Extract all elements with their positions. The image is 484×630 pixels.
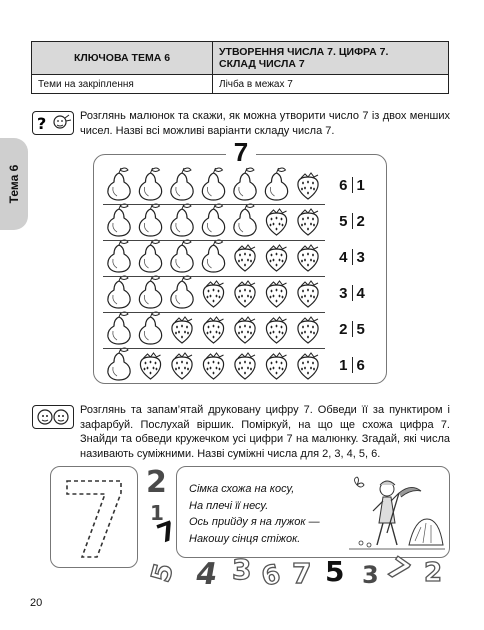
composition-part-b: 6 (356, 356, 365, 374)
topic-label: КЛЮЧОВА ТЕМА 6 (32, 42, 213, 75)
scattered-digit[interactable]: 5 (325, 555, 345, 588)
pear-icon (202, 204, 224, 236)
strawberry-icon (203, 317, 223, 343)
trace-seven-box[interactable] (50, 466, 138, 568)
svg-text:?: ? (37, 114, 47, 133)
composition-part-a: 2 (339, 320, 348, 338)
scattered-digit[interactable]: 6 (258, 559, 284, 593)
composition-divider (352, 177, 353, 193)
poem-box (176, 466, 450, 558)
composition-pair (330, 175, 374, 195)
composition-pair (330, 211, 374, 231)
strawberry-icon (172, 317, 192, 343)
look-remember-icon (32, 405, 74, 429)
composition-part-b: 5 (356, 320, 365, 338)
task2-text: Розглянь та запам’ятай друковану цифру 7. Обведи її за пунктиром і зафарбуй. Послухай віршик. Поміркуй, на що ще схожа цифра 7. Знайди та обведи кружечком усі цифри 7 на малюнку. Згадай, які числа називають суміжними. Назві суміжні числа для 2, 3, 4, 5, 6. (80, 404, 450, 460)
pear-icon (171, 240, 193, 272)
pear-icon (108, 276, 130, 308)
strawberry-icon (266, 245, 286, 271)
topic-title-line2: СКЛАД ЧИСЛА 7 (219, 58, 305, 70)
strawberry-icon (235, 353, 255, 379)
strawberry-icon (140, 353, 160, 379)
strawberry-icon (172, 353, 192, 379)
composition-divider (352, 321, 353, 337)
composition-part-a: 3 (339, 284, 348, 302)
pear-icon (108, 240, 130, 272)
composition-part-b: 2 (356, 212, 365, 230)
poem-line: На плечі її несу. (189, 499, 269, 512)
strawberry-icon (266, 353, 286, 379)
composition-divider (352, 213, 353, 229)
scattered-digit[interactable]: 3 (232, 553, 252, 586)
review-topics-label: Теми на закріплення (32, 75, 213, 94)
strawberry-icon (298, 173, 318, 199)
poem-line: Накошу сінця стіжок. (189, 532, 301, 545)
composition-part-b: 4 (356, 284, 365, 302)
pear-icon (202, 168, 224, 200)
composition-part-a: 5 (339, 212, 348, 230)
composition-part-a: 1 (339, 356, 348, 374)
scattered-digit[interactable]: 4 (193, 557, 221, 592)
pear-icon (139, 276, 161, 308)
strawberry-icon (298, 281, 318, 307)
strawberry-icon (203, 281, 223, 307)
boy-with-scythe-illustration (347, 471, 447, 555)
pear-icon (108, 204, 130, 236)
panel-number: 7 (226, 138, 256, 166)
pear-icon (234, 204, 256, 236)
strawberry-icon (266, 317, 286, 343)
composition-pair (330, 283, 374, 303)
scattered-digit[interactable]: 3 (362, 561, 379, 589)
pear-icon (139, 240, 161, 272)
scattered-digit[interactable]: 1 (150, 501, 164, 525)
pear-icon (108, 168, 130, 200)
composition-part-b: 1 (356, 176, 365, 194)
composition-pair (330, 247, 374, 267)
scattered-digit[interactable]: 7 (292, 557, 312, 590)
page-number: 20 (30, 597, 43, 609)
review-topics-value: Лічба в межах 7 (213, 75, 449, 94)
composition-part-a: 6 (339, 176, 348, 194)
composition-pair (330, 319, 374, 339)
composition-divider (352, 357, 353, 373)
pear-icon (108, 348, 130, 380)
side-tab-label: Тема 6 (7, 164, 21, 204)
topic-title-line1: УТВОРЕННЯ ЧИСЛА 7. ЦИФРА 7. (219, 46, 389, 58)
strawberry-icon (235, 245, 255, 271)
composition-part-a: 4 (339, 248, 348, 266)
row-separator (103, 348, 325, 349)
pear-icon (139, 312, 161, 344)
strawberry-icon (235, 317, 255, 343)
row-separator (103, 204, 325, 205)
scattered-digit[interactable]: 2 (424, 558, 443, 588)
row-separator (103, 312, 325, 313)
scattered-digit[interactable]: 7 (153, 515, 181, 551)
dashed-seven-digit[interactable] (51, 467, 137, 567)
strawberry-icon (203, 353, 223, 379)
scattered-digit[interactable]: 2 (146, 465, 167, 500)
row-separator (103, 276, 325, 277)
task1-text: Розглянь малюнок та скажи, як можна утворити число 7 із двох менших чисел. Назві всі можливі варіанти складу числа 7. (80, 110, 450, 137)
poem-line: Сімка схожа на косу, (189, 483, 295, 495)
strawberry-icon (266, 209, 286, 235)
pear-icon (202, 240, 224, 272)
composition-divider (352, 249, 353, 265)
strawberry-icon (298, 245, 318, 271)
pear-icon (139, 168, 161, 200)
strawberry-icon (266, 281, 286, 307)
poem-line: Ось прийду я на лужок — (189, 516, 320, 528)
pear-icon (171, 276, 193, 308)
scattered-digit[interactable]: 5 (146, 560, 180, 586)
strawberry-icon (298, 209, 318, 235)
composition-part-b: 3 (356, 248, 365, 266)
strawberry-icon (298, 317, 318, 343)
scattered-digit[interactable]: 7 (380, 550, 416, 589)
poem (189, 481, 320, 547)
strawberry-icon (235, 281, 255, 307)
pear-icon (171, 168, 193, 200)
strawberry-icon (298, 353, 318, 379)
row-separator (103, 240, 325, 241)
pear-icon (139, 204, 161, 236)
pear-icon (234, 168, 256, 200)
composition-pair (330, 355, 374, 375)
pear-icon (265, 168, 287, 200)
pear-icon (171, 204, 193, 236)
composition-divider (352, 285, 353, 301)
pear-icon (108, 312, 130, 344)
